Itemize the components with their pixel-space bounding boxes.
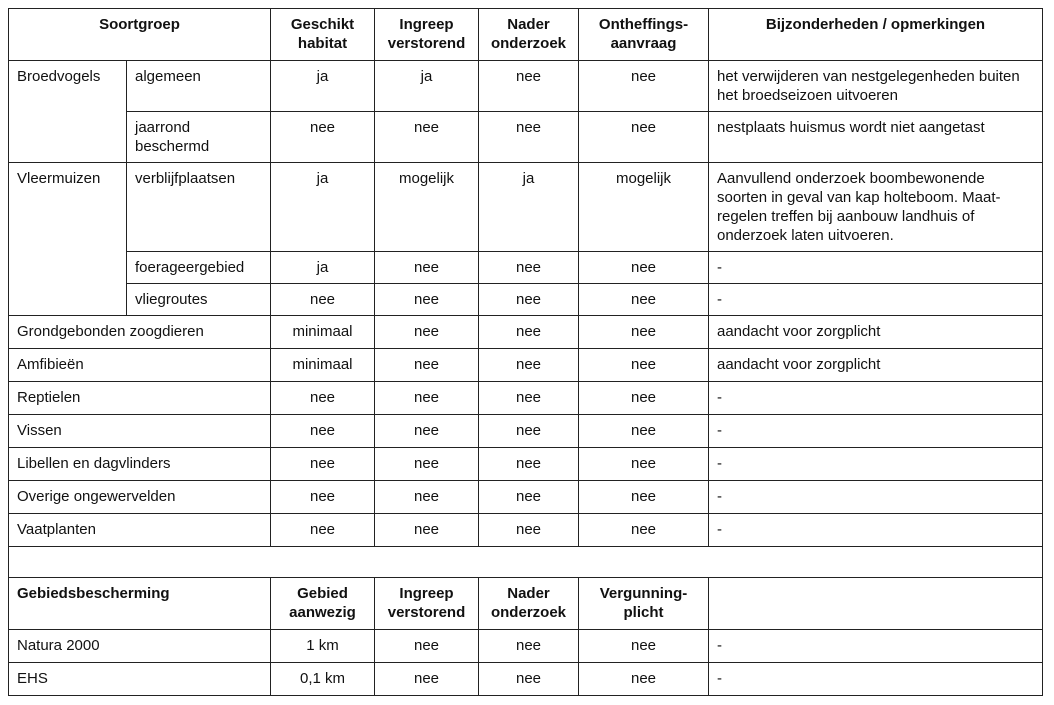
subgroup-cell: verblijfplaatsen bbox=[127, 163, 271, 252]
research-cell: ja bbox=[479, 163, 579, 252]
table-row bbox=[9, 61, 1043, 112]
habitat-cell: nee bbox=[271, 284, 375, 316]
impact-cell: nee bbox=[375, 316, 479, 349]
area-header-row bbox=[9, 578, 1043, 630]
permit-cell: nee bbox=[579, 663, 709, 696]
habitat-cell: minimaal bbox=[271, 349, 375, 382]
header-soortgroep: Soortgroep bbox=[9, 9, 271, 61]
group-cell: Overige ongewervelden bbox=[9, 481, 271, 514]
remarks-cell: - bbox=[709, 252, 1043, 284]
habitat-cell: nee bbox=[271, 481, 375, 514]
habitat-cell: nee bbox=[271, 514, 375, 547]
table-row bbox=[9, 163, 1043, 252]
impact-cell: nee bbox=[375, 349, 479, 382]
table-row bbox=[9, 415, 1043, 448]
table-row bbox=[9, 349, 1043, 382]
table-row bbox=[9, 481, 1043, 514]
impact-cell: nee bbox=[375, 382, 479, 415]
impact-cell: nee bbox=[375, 481, 479, 514]
exemption-cell: mogelijk bbox=[579, 163, 709, 252]
exemption-cell: nee bbox=[579, 252, 709, 284]
table-row bbox=[9, 382, 1043, 415]
area-cell: EHS bbox=[9, 663, 271, 696]
research-cell: nee bbox=[479, 514, 579, 547]
header-remarks: Bijzonderheden / opmerkingen bbox=[709, 9, 1043, 61]
group-cell: Vaatplanten bbox=[9, 514, 271, 547]
header-impact: Ingreep verstorend bbox=[375, 9, 479, 61]
research-cell: nee bbox=[479, 316, 579, 349]
header-area-permit: Vergunning-plicht bbox=[579, 578, 709, 630]
habitat-cell: ja bbox=[271, 252, 375, 284]
exemption-cell: nee bbox=[579, 382, 709, 415]
remarks-cell: nestplaats huismus wordt niet aangetast bbox=[709, 112, 1043, 163]
group-cell: Reptielen bbox=[9, 382, 271, 415]
group-vleermuizen: Vleermuizen bbox=[9, 163, 127, 316]
remarks-cell: - bbox=[709, 448, 1043, 481]
permit-cell: nee bbox=[579, 630, 709, 663]
remarks-cell: - bbox=[709, 415, 1043, 448]
spacer-cell bbox=[9, 547, 1043, 578]
table-row bbox=[9, 448, 1043, 481]
habitat-cell: minimaal bbox=[271, 316, 375, 349]
remarks-cell: - bbox=[709, 284, 1043, 316]
research-cell: nee bbox=[479, 61, 579, 112]
remarks-cell: - bbox=[709, 481, 1043, 514]
header-exemption: Ontheffings-aanvraag bbox=[579, 9, 709, 61]
table-row bbox=[9, 630, 1043, 663]
table-row bbox=[9, 316, 1043, 349]
research-cell: nee bbox=[479, 252, 579, 284]
present-cell: 1 km bbox=[271, 630, 375, 663]
impact-cell: ja bbox=[375, 61, 479, 112]
species-header-row bbox=[9, 9, 1043, 61]
exemption-cell: nee bbox=[579, 481, 709, 514]
species-assessment-table bbox=[8, 8, 1043, 696]
exemption-cell: nee bbox=[579, 349, 709, 382]
habitat-cell: nee bbox=[271, 112, 375, 163]
area-cell: Natura 2000 bbox=[9, 630, 271, 663]
group-cell: Libellen en dagvlinders bbox=[9, 448, 271, 481]
research-cell: nee bbox=[479, 112, 579, 163]
subgroup-cell: foerageergebied bbox=[127, 252, 271, 284]
habitat-cell: nee bbox=[271, 415, 375, 448]
impact-cell: mogelijk bbox=[375, 163, 479, 252]
impact-cell: nee bbox=[375, 112, 479, 163]
header-area-remarks bbox=[709, 578, 1043, 630]
table-row bbox=[9, 252, 1043, 284]
research-cell: nee bbox=[479, 349, 579, 382]
research-cell: nee bbox=[479, 481, 579, 514]
research-cell: nee bbox=[479, 415, 579, 448]
spacer-row bbox=[9, 547, 1043, 578]
exemption-cell: nee bbox=[579, 316, 709, 349]
habitat-cell: nee bbox=[271, 448, 375, 481]
table-row bbox=[9, 112, 1043, 163]
remarks-cell: - bbox=[709, 382, 1043, 415]
table-row bbox=[9, 284, 1043, 316]
research-cell: nee bbox=[479, 663, 579, 696]
header-research: Nader onderzoek bbox=[479, 9, 579, 61]
group-cell: Grondgebonden zoogdieren bbox=[9, 316, 271, 349]
research-cell: nee bbox=[479, 284, 579, 316]
impact-cell: nee bbox=[375, 284, 479, 316]
impact-cell: nee bbox=[375, 630, 479, 663]
subgroup-cell: algemeen bbox=[127, 61, 271, 112]
exemption-cell: nee bbox=[579, 112, 709, 163]
impact-cell: nee bbox=[375, 252, 479, 284]
group-cell: Vissen bbox=[9, 415, 271, 448]
group-cell: Amfibieën bbox=[9, 349, 271, 382]
header-area-present: Gebied aanwezig bbox=[271, 578, 375, 630]
subgroup-cell: vliegroutes bbox=[127, 284, 271, 316]
exemption-cell: nee bbox=[579, 284, 709, 316]
impact-cell: nee bbox=[375, 514, 479, 547]
habitat-cell: nee bbox=[271, 382, 375, 415]
subgroup-cell: jaarrond beschermd bbox=[127, 112, 271, 163]
remarks-cell: - bbox=[709, 663, 1043, 696]
exemption-cell: nee bbox=[579, 415, 709, 448]
exemption-cell: nee bbox=[579, 61, 709, 112]
exemption-cell: nee bbox=[579, 514, 709, 547]
group-broedvogels: Broedvogels bbox=[9, 61, 127, 163]
table-row bbox=[9, 663, 1043, 696]
header-area-impact: Ingreep verstorend bbox=[375, 578, 479, 630]
header-habitat: Geschikt habitat bbox=[271, 9, 375, 61]
exemption-cell: nee bbox=[579, 448, 709, 481]
habitat-cell: ja bbox=[271, 163, 375, 252]
remarks-cell: Aanvullend onderzoek boombewonende soorten in geval van kap holteboom. Maat-regelen treffen bij aanbouw landhuis of onderzoek laten uitvoeren. bbox=[709, 163, 1043, 252]
research-cell: nee bbox=[479, 382, 579, 415]
remarks-cell: het verwijderen van nestgelegenheden buiten het broedseizoen uitvoeren bbox=[709, 61, 1043, 112]
impact-cell: nee bbox=[375, 415, 479, 448]
remarks-cell: aandacht voor zorgplicht bbox=[709, 349, 1043, 382]
remarks-cell: - bbox=[709, 514, 1043, 547]
header-area-research: Nader onderzoek bbox=[479, 578, 579, 630]
habitat-cell: ja bbox=[271, 61, 375, 112]
remarks-cell: aandacht voor zorgplicht bbox=[709, 316, 1043, 349]
impact-cell: nee bbox=[375, 448, 479, 481]
table-row bbox=[9, 514, 1043, 547]
remarks-cell: - bbox=[709, 630, 1043, 663]
research-cell: nee bbox=[479, 448, 579, 481]
present-cell: 0,1 km bbox=[271, 663, 375, 696]
research-cell: nee bbox=[479, 630, 579, 663]
header-gebiedsbescherming: Gebiedsbescherming bbox=[9, 578, 271, 630]
impact-cell: nee bbox=[375, 663, 479, 696]
